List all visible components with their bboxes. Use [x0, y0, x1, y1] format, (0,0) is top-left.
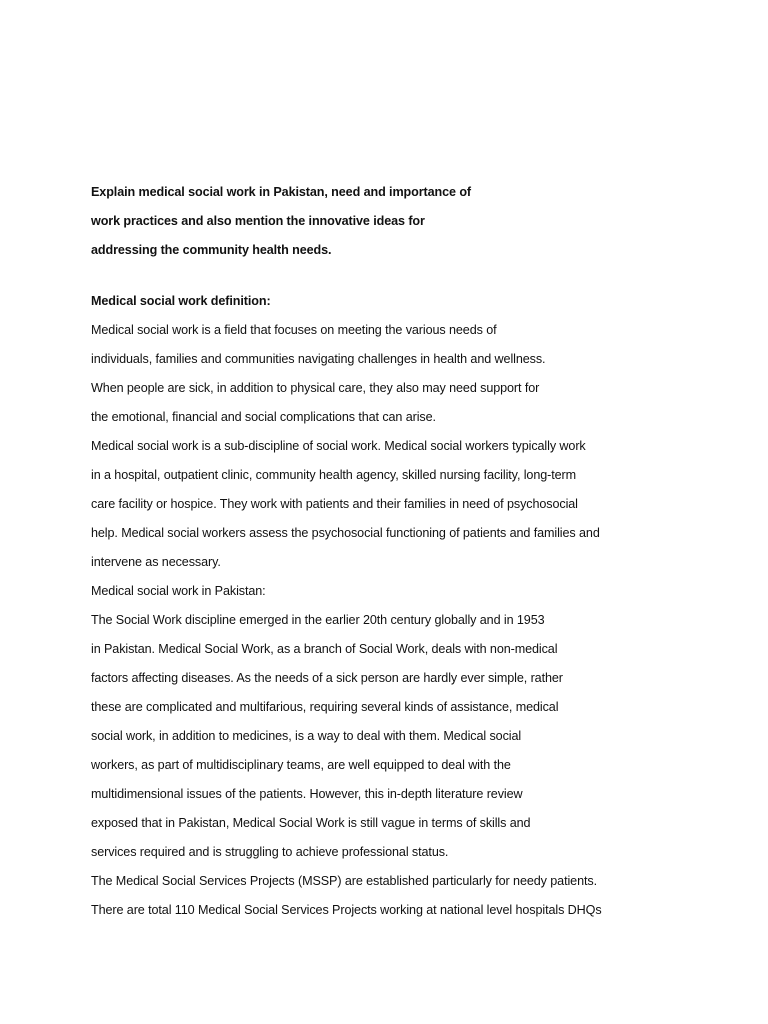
- paragraph-line: services required and is struggling to achieve professional status.: [91, 845, 449, 859]
- paragraph-line: intervene as necessary.: [91, 555, 221, 569]
- paragraph-line: social work, in addition to medicines, is a way to deal with them. Medical social: [91, 729, 522, 743]
- paragraph-line: exposed that in Pakistan, Medical Social Work is still vague in terms of skills and: [91, 816, 531, 830]
- paragraph-line: factors affecting diseases. As the needs of a sick person are hardly ever simple, rather: [91, 671, 563, 685]
- paragraph-line: workers, as part of multidisciplinary teams, are well equipped to deal with the: [91, 758, 511, 772]
- title-line: addressing the community health needs.: [91, 243, 332, 257]
- paragraph-line: care facility or hospice. They work with patients and their families in need of psychosocial: [91, 497, 578, 511]
- paragraph-line: multidimensional issues of the patients. However, this in-depth literature review: [91, 787, 523, 801]
- paragraph-line: help. Medical social workers assess the psychosocial functioning of patients and families and: [91, 526, 600, 540]
- paragraph-line: There are total 110 Medical Social Services Projects working at national level hospitals DHQs: [91, 903, 602, 917]
- section-heading-definition: Medical social work definition:: [91, 294, 271, 308]
- question-title: [91, 178, 731, 265]
- document-body: [91, 178, 731, 925]
- paragraph-line: The Social Work discipline emerged in the earlier 20th century globally and in 1953: [91, 613, 545, 627]
- paragraph-line: individuals, families and communities navigating challenges in health and wellness.: [91, 352, 546, 366]
- paragraph-line: these are complicated and multifarious, requiring several kinds of assistance, medical: [91, 700, 559, 714]
- paragraph-line: The Medical Social Services Projects (MSSP) are established particularly for needy patients.: [91, 874, 597, 888]
- paragraph-line: in a hospital, outpatient clinic, community health agency, skilled nursing facility, long-term: [91, 468, 577, 482]
- title-line: work practices and also mention the innovative ideas for: [91, 214, 425, 228]
- paragraph-line: in Pakistan. Medical Social Work, as a branch of Social Work, deals with non-medical: [91, 642, 558, 656]
- paragraph-line: Medical social work is a field that focuses on meeting the various needs of: [91, 323, 497, 337]
- paragraph-line: the emotional, financial and social complications that can arise.: [91, 410, 436, 424]
- section-heading-pakistan: Medical social work in Pakistan:: [91, 584, 266, 598]
- title-line: Explain medical social work in Pakistan, need and importance of: [91, 185, 472, 199]
- definition-paragraph: [91, 316, 731, 577]
- pakistan-paragraph: [91, 606, 731, 925]
- paragraph-line: Medical social work is a sub-discipline of social work. Medical social workers typically work: [91, 439, 586, 453]
- spacer: [91, 265, 731, 287]
- paragraph-line: When people are sick, in addition to physical care, they also may need support for: [91, 381, 540, 395]
